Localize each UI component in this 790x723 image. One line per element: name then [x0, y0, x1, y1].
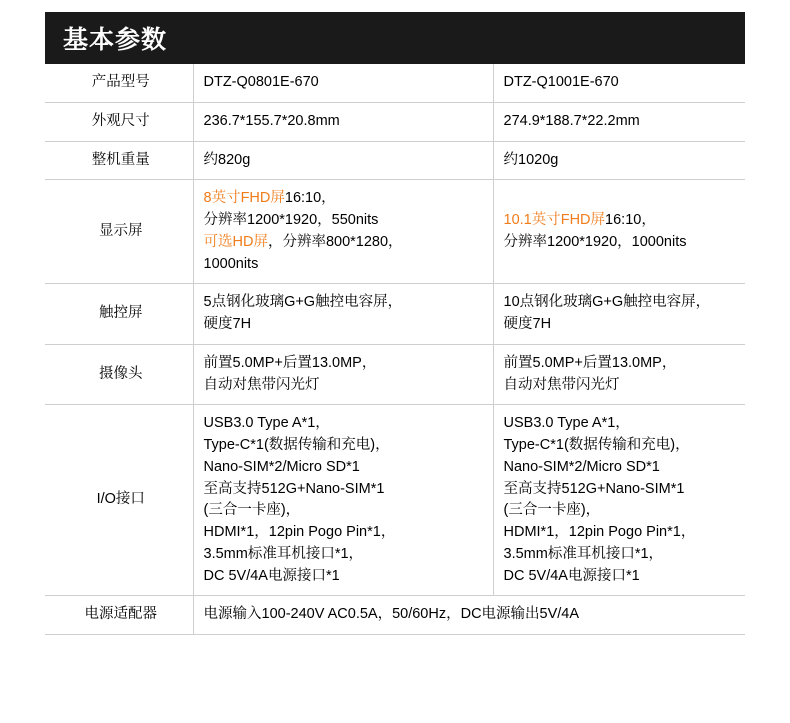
- table-row: [45, 284, 745, 345]
- table-row: [45, 596, 745, 635]
- specifications-table: [45, 64, 745, 635]
- table-row: [45, 64, 745, 102]
- cell-io-ports-a: USB3.0 Type A*1， Type-C*1(数据传输和充电)， Nano-SIM*2/Micro SD*1 至高支持512G+Nano-SIM*1 (三合一卡座)， HDMI*1，12pin Pogo Pin*1， 3.5mm标准耳机接口*1， DC 5V/4A电源接口*1: [193, 405, 493, 596]
- display-highlight-b-1: 10.1英寸FHD屏: [503, 212, 606, 228]
- cell-camera-b: 前置5.0MP+后置13.0MP， 自动对焦带闪光灯: [493, 344, 745, 405]
- table-row: [45, 344, 745, 405]
- row-label-product-model: 产品型号: [45, 64, 193, 102]
- row-label-touchscreen: 触控屏: [45, 284, 193, 345]
- row-label-weight: 整机重量: [45, 141, 193, 180]
- section-header: [45, 12, 745, 64]
- cell-product-model-a: DTZ-Q0801E-670: [193, 64, 493, 102]
- cell-product-model-b: DTZ-Q1001E-670: [493, 64, 745, 102]
- table-row: [45, 405, 745, 596]
- row-label-power-adapter: 电源适配器: [45, 596, 193, 635]
- row-label-dimensions: 外观尺寸: [45, 102, 193, 141]
- display-highlight-a-2: 可选HD屏: [203, 233, 268, 250]
- cell-power-adapter: 电源输入100-240V AC0.5A，50/60Hz，DC电源输出5V/4A: [193, 596, 745, 635]
- row-label-display: 显示屏: [45, 180, 193, 284]
- display-highlight-a-1: 8英寸FHD屏: [203, 190, 285, 207]
- section-title: 基本参数: [63, 26, 168, 54]
- cell-touchscreen-a: 5点钢化玻璃G+G触控电容屏， 硬度7H: [193, 284, 493, 345]
- cell-camera-a: 前置5.0MP+后置13.0MP， 自动对焦带闪光灯: [193, 344, 493, 405]
- table-row: [45, 180, 745, 284]
- cell-dimensions-a: 236.7*155.7*20.8mm: [193, 102, 493, 141]
- cell-weight-b: 约1020g: [493, 141, 745, 180]
- cell-touchscreen-b: 10点钢化玻璃G+G触控电容屏， 硬度7H: [493, 284, 745, 345]
- cell-dimensions-b: 274.9*188.7*22.2mm: [493, 102, 745, 141]
- cell-display-a: 8英寸FHD屏16:10， 分辨率1200*1920，550nits 可选HD屏，分辨率800*1280， 1000nits: [193, 180, 493, 284]
- cell-display-b: 10.1英寸FHD屏16:10， 分辨率1200*1920，1000nits: [493, 180, 745, 284]
- table-row: [45, 102, 745, 141]
- row-label-io-ports: I/O接口: [45, 405, 193, 596]
- cell-io-ports-b: USB3.0 Type A*1， Type-C*1(数据传输和充电)， Nano-SIM*2/Micro SD*1 至高支持512G+Nano-SIM*1 (三合一卡座)， HDMI*1，12pin Pogo Pin*1， 3.5mm标准耳机接口*1， DC 5V/4A电源接口*1: [493, 405, 745, 596]
- table-row: [45, 141, 745, 180]
- cell-weight-a: 约820g: [193, 141, 493, 180]
- row-label-camera: 摄像头: [45, 344, 193, 405]
